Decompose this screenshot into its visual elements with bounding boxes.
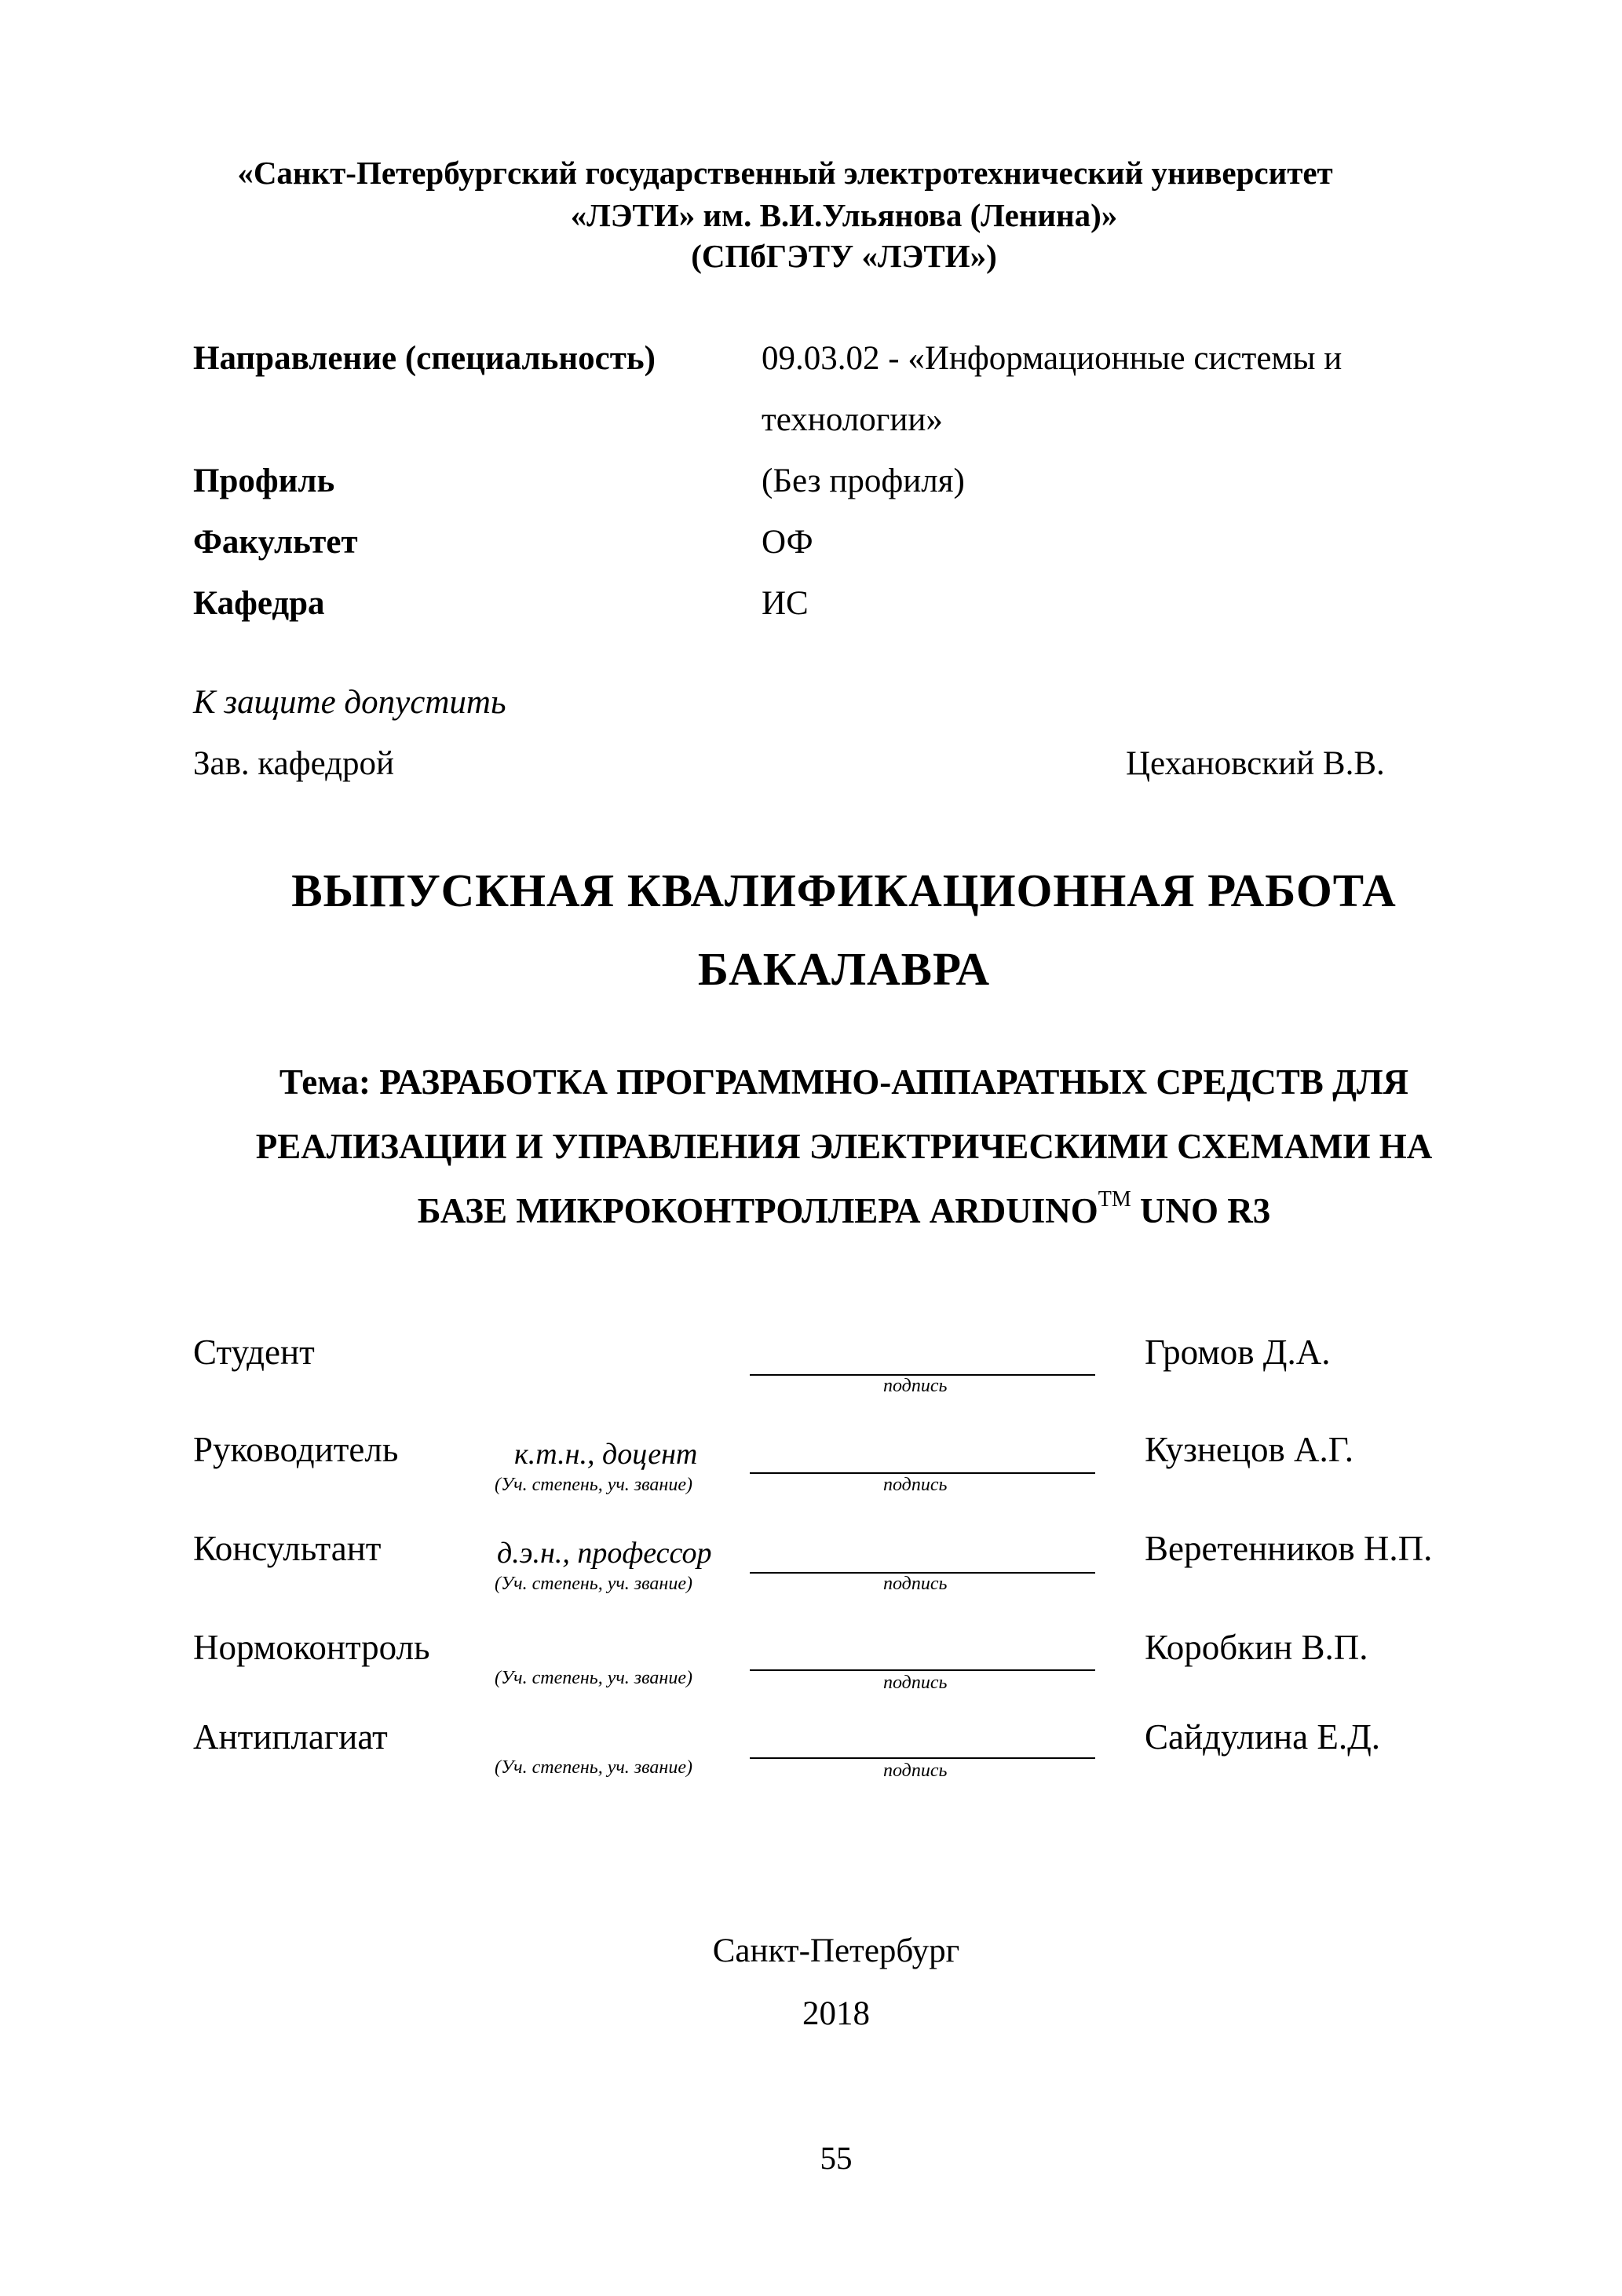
university-abbreviation: (СПбГЭТУ «ЛЭТИ»)	[691, 238, 997, 274]
direction-value: 09.03.02 - «Информационные системы и	[762, 340, 1343, 377]
signature-role-student: Студент	[193, 1333, 315, 1372]
signature-name-supervisor: Кузнецов А.Г.	[1145, 1430, 1353, 1469]
department-value: ИС	[762, 585, 809, 622]
signature-hint-consultant: подпись	[883, 1574, 948, 1594]
department-head-role: Зав. кафедрой	[193, 745, 395, 782]
document-title-line2: БАКАЛАВРА	[697, 943, 991, 995]
document-title-line1: ВЫПУСКНАЯ КВАЛИФИКАЦИОННАЯ РАБОТА	[291, 865, 1397, 916]
signature-line-supervisor	[750, 1472, 1095, 1474]
department-label: Кафедра	[193, 585, 325, 622]
signature-name-normcontrol: Коробкин В.П.	[1145, 1628, 1368, 1667]
signature-role-antiplagiarism: Антиплагиат	[193, 1717, 388, 1757]
signature-name-antiplagiarism: Сайдулина Е.Д.	[1145, 1717, 1381, 1757]
signature-degree-consultant: д.э.н., профессор	[497, 1537, 712, 1570]
direction-label: Направление (специальность)	[193, 340, 656, 377]
degree-hint-consultant: (Уч. степень, уч. звание)	[495, 1574, 692, 1594]
signature-role-consultant: Консультант	[193, 1529, 382, 1568]
degree-hint-normcontrol: (Уч. степень, уч. звание)	[495, 1668, 692, 1688]
signature-role-normcontrol: Нормоконтроль	[193, 1628, 430, 1667]
university-name-line2: «ЛЭТИ» им. В.И.Ульянова (Ленина)»	[570, 197, 1118, 233]
signature-name-consultant: Веретенников Н.П.	[1145, 1529, 1433, 1568]
department-head-name: Цехановский В.В.	[1126, 745, 1385, 782]
trademark-superscript: TM	[1098, 1187, 1131, 1212]
profile-label: Профиль	[193, 462, 335, 499]
footer-year: 2018	[802, 1995, 870, 2032]
signature-line-antiplagiarism	[750, 1757, 1095, 1759]
university-name-line1: «Санкт-Петербургский государственный электротехнический университет	[237, 155, 1333, 191]
theme-line3-main: БАЗЕ МИКРОКОНТРОЛЛЕРА ARDUINO	[417, 1191, 1098, 1230]
signature-name-student: Громов Д.А.	[1145, 1333, 1331, 1372]
theme-line3-end: UNO R3	[1131, 1191, 1271, 1230]
profile-value: (Без профиля)	[762, 462, 965, 499]
signature-hint-supervisor: подпись	[883, 1475, 948, 1495]
degree-hint-supervisor: (Уч. степень, уч. звание)	[495, 1475, 692, 1495]
faculty-label: Факультет	[193, 524, 358, 561]
theme-line2: РЕАЛИЗАЦИИ И УПРАВЛЕНИЯ ЭЛЕКТРИЧЕСКИМИ СХЕМАМИ НА	[255, 1127, 1433, 1166]
faculty-value: ОФ	[762, 524, 813, 561]
signature-degree-supervisor: к.т.н., доцент	[514, 1438, 698, 1471]
signature-hint-normcontrol: подпись	[883, 1673, 948, 1693]
signature-role-supervisor: Руководитель	[193, 1430, 399, 1469]
signature-hint-antiplagiarism: подпись	[883, 1760, 948, 1781]
page-number: 55	[820, 2140, 853, 2176]
theme-line3	[0, 1187, 1622, 1231]
signature-line-normcontrol	[750, 1669, 1095, 1671]
footer-city: Санкт-Петербург	[712, 1932, 960, 1969]
admission-text: К защите допустить	[193, 684, 506, 721]
direction-value-cont: технологии»	[762, 401, 943, 438]
signature-hint-student: подпись	[883, 1376, 948, 1396]
theme-line1: Тема: РАЗРАБОТКА ПРОГРАММНО-АППАРАТНЫХ СРЕДСТВ ДЛЯ	[279, 1062, 1409, 1102]
degree-hint-antiplagiarism: (Уч. степень, уч. звание)	[495, 1757, 692, 1778]
